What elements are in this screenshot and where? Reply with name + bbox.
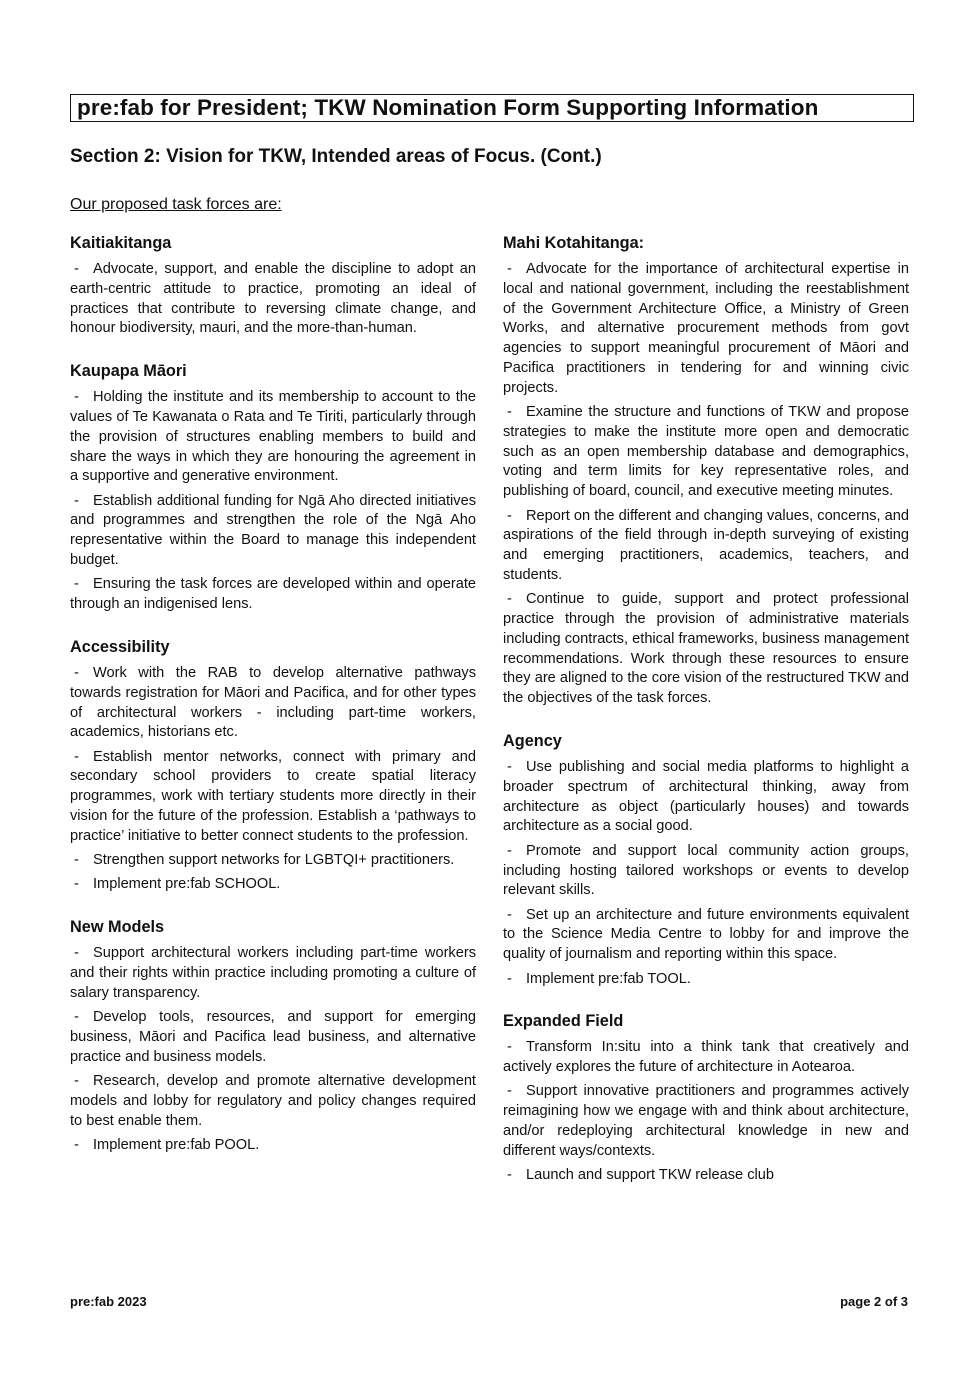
task-force-item [70, 875, 476, 895]
bullet-dash: - [507, 1039, 512, 1056]
item-text: Establish mentor networks, connect with primary and secondary school providers to create spatial literacy programmes, work with tertiary students more directly in their vision for the future of the profession. Establish a ‘pathways to practice’ initiative to better connect students to the profession. [70, 748, 476, 844]
task-force-item [70, 944, 476, 1003]
task-force-heading: Accessibility [70, 637, 170, 656]
bullet-dash: - [74, 876, 79, 893]
footer-left: pre:fab 2023 [70, 1294, 147, 1309]
task-force-heading: Agency [503, 732, 562, 751]
bullet-dash: - [507, 404, 512, 421]
task-force-section [503, 731, 909, 989]
bullet-dash: - [74, 664, 79, 681]
item-text: Strengthen support networks for LGBTQI+ practitioners. [93, 852, 455, 869]
task-force-item [70, 260, 476, 339]
bullet-dash: - [507, 759, 512, 776]
bullet-dash: - [74, 1009, 79, 1026]
bullet-dash: - [507, 970, 512, 987]
bullet-dash: - [74, 852, 79, 869]
task-force-heading: Mahi Kotahitanga: [503, 234, 645, 252]
item-text: Develop tools, resources, and support for emerging business, Māori and Pacifica lead business, and alternative practice and business models. [70, 1009, 476, 1065]
item-text: Advocate for the importance of architectural expertise in local and national government, including the reestablishment of the Government Architecture Office, a Ministry of Green Works, and alternative procurement methods from govt agencies to support meaningful procurement of Māori and Pacifica practitioners in tendering for and winning civic projects. [503, 261, 909, 396]
item-text: Ensuring the task forces are developed within and operate through an indigenised lens. [70, 576, 476, 613]
task-force-heading: New Models [70, 918, 165, 937]
bullet-dash: - [507, 591, 512, 608]
item-text: Support innovative practitioners and programmes actively reimagining how we engage with and think about architecture, and/or redeploying architectural knowledge in new and different ways/contexts. [503, 1083, 909, 1159]
document-title: pre:fab for President; TKW Nomination Form Supporting Information [70, 94, 914, 122]
bullet-dash: - [507, 261, 512, 277]
task-force-section [70, 917, 476, 1155]
task-force-item [503, 590, 909, 709]
right-column [503, 233, 909, 1208]
left-column [70, 233, 476, 1178]
bullet-dash: - [74, 945, 79, 962]
task-force-item [70, 1136, 476, 1156]
item-text: Work with the RAB to develop alternative pathways towards registration for Māori and Pacifica, and for other types of architectural workers - including part-time workers, academics, historians etc. [70, 664, 476, 741]
task-force-item [503, 842, 909, 901]
task-force-heading: Expanded Field [503, 1012, 624, 1031]
item-text: Establish additional funding for Ngā Aho directed initiatives and programmes and strengthen the role of the Ngā Aho representative within the Board to manage this independent budget. [70, 492, 476, 569]
task-force-item [70, 748, 476, 847]
bullet-dash: - [74, 261, 79, 277]
item-text: Examine the structure and functions of TKW and propose strategies to make the institute more open and democratic such as an open membership database and demographics, voting and term limits for key representative roles, and publishing of board, council, and executive meeting minutes. [503, 404, 909, 500]
item-text: Promote and support local community action groups, including hosting tailored workshops or events to develop relevant skills. [503, 842, 909, 899]
bullet-dash: - [507, 906, 512, 923]
bullet-dash: - [74, 1073, 79, 1089]
item-text: Research, develop and promote alternative development models and lobby for regulatory and policy changes required to best enable them. [70, 1073, 476, 1129]
task-force-item [503, 403, 909, 502]
task-force-item [70, 492, 476, 571]
task-force-item [503, 260, 909, 399]
task-force-item [70, 575, 476, 615]
item-text: Set up an architecture and future environments equivalent to the Science Media Centre to lobby for and improve the quality of journalism and reporting within this space. [503, 906, 909, 963]
bullet-dash: - [507, 1167, 512, 1184]
bullet-dash: - [74, 389, 79, 406]
task-force-heading: Kaupapa Māori [70, 362, 187, 381]
task-force-item [70, 1072, 476, 1131]
task-force-item [503, 970, 909, 990]
task-force-heading: Kaitiakitanga [70, 234, 172, 252]
item-text: Support architectural workers including part-time workers and their rights within practice including promoting a culture of salary transparency. [70, 945, 476, 1001]
task-force-section [70, 361, 476, 615]
task-force-item [503, 758, 909, 837]
bullet-dash: - [507, 842, 512, 859]
item-text: Report on the different and changing values, concerns, and aspirations of the field through in-depth surveying of existing and emerging practitioners, academics, teachers, and students. [503, 507, 909, 583]
task-force-item [503, 1166, 909, 1186]
task-force-item [503, 1082, 909, 1161]
item-text: Transform In:situ into a think tank that creatively and actively explores the future of architecture in Aotearoa. [503, 1039, 909, 1076]
task-force-section [503, 233, 909, 709]
task-force-section [70, 233, 476, 339]
task-force-item [503, 1038, 909, 1078]
item-text: Implement pre:fab TOOL. [526, 970, 691, 987]
task-force-item [70, 664, 476, 743]
intro-text: Our proposed task forces are: [70, 196, 282, 213]
task-force-item [70, 851, 476, 871]
task-force-section [70, 637, 476, 895]
bullet-dash: - [74, 748, 79, 765]
item-text: Advocate, support, and enable the discipline to adopt an earth-centric attitude to practice, promoting an ideal of practices that contribute to reversing climate change, and honour biodiversity, mauri, and the more-than-human. [70, 261, 476, 337]
bullet-dash: - [74, 492, 79, 509]
task-force-item [503, 507, 909, 586]
task-force-item [70, 1008, 476, 1067]
item-text: Implement pre:fab POOL. [93, 1136, 260, 1153]
bullet-dash: - [507, 1083, 512, 1100]
item-text: Use publishing and social media platforms to highlight a broader spectrum of architectural thinking, away from architecture as object (particularly houses) and towards architecture as a social good. [503, 759, 909, 835]
item-text: Implement pre:fab SCHOOL. [93, 876, 281, 893]
task-force-section [503, 1011, 909, 1186]
bullet-dash: - [74, 576, 79, 593]
task-force-item [70, 388, 476, 487]
item-text: Continue to guide, support and protect professional practice through the provision of administrative materials including contracts, ethical frameworks, business management recommendations. Work through these resources to ensure they are aligned to the core vision of the restructured TKW and the objectives of the task forces. [503, 591, 909, 707]
page-number: page 2 of 3 [840, 1294, 908, 1309]
bullet-dash: - [507, 507, 512, 524]
item-text: Holding the institute and its membership to account to the values of Te Kawanata o Rata and Te Tiriti, particularly through the provision of structures enabling members to build and share the ways in which they are honouring the agreement in a supportive and generative environment. [70, 389, 476, 485]
item-text: Launch and support TKW release club [526, 1167, 774, 1184]
task-force-item [503, 906, 909, 965]
bullet-dash: - [74, 1136, 79, 1153]
section-title: Section 2: Vision for TKW, Intended areas of Focus. (Cont.) [70, 146, 602, 167]
